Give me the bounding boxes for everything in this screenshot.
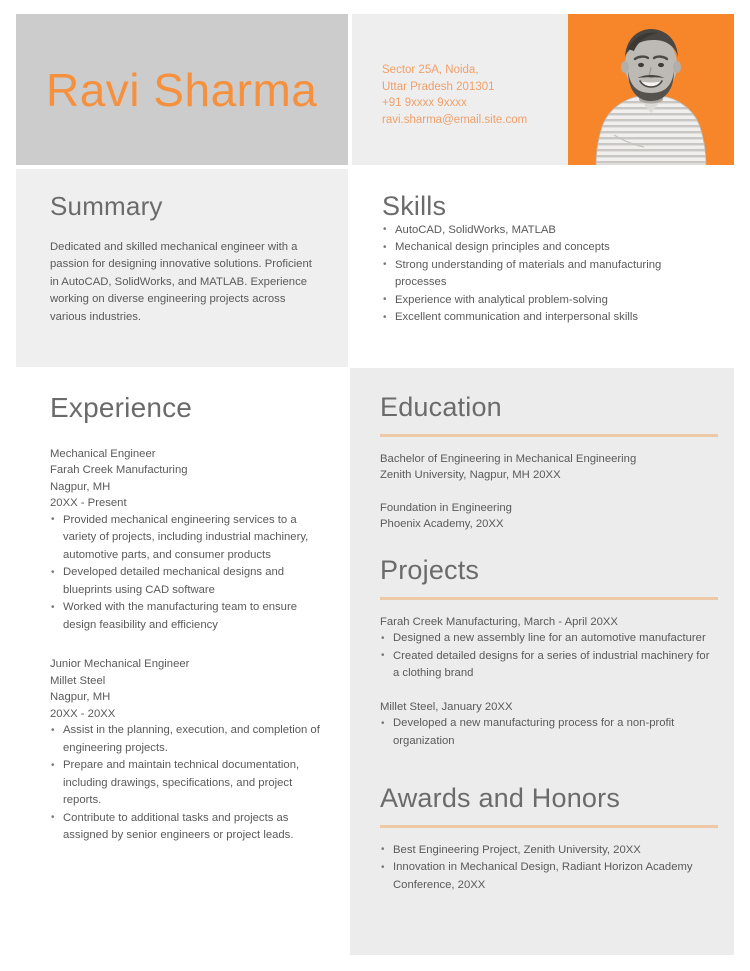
education-entry [380,451,718,484]
list-item: • Assist in the planning, execution, and completion of engineering projects. [50,722,322,757]
contact-address-line-1: Sector 25A, Noida, [382,64,479,76]
section-awards [380,784,718,894]
education-degree: Bachelor of Engineering in Mechanical Engineering [380,452,637,465]
list-item: • AutoCAD, SolidWorks, MATLAB [382,222,712,240]
contact-phone: +91 9xxxx 9xxxx [382,97,467,109]
skills-heading: Skills [382,191,447,221]
project-heading: Farah Creek Manufacturing, March - April 20XX [380,615,618,628]
list-item: • Prepare and maintain technical documentation, including drawings, specifications, and project reports. [50,757,322,810]
list-item: • Designed a new assembly line for an automotive manufacturer [380,630,718,648]
skills-list [382,222,712,327]
section-skills [382,192,712,327]
education-degree: Foundation in Engineering [380,501,512,514]
portrait-photo-icon [568,23,734,165]
section-summary [50,192,318,326]
contact-email: ravi.sharma@email.site.com [382,113,528,126]
project-heading: Millet Steel, January 20XX [380,700,513,713]
project-bullets [380,715,718,750]
project-entry [380,699,718,751]
list-item: • Provided mechanical engineering services to a variety of projects, including industrial machinery, automotive parts, and consumer products [50,512,322,565]
list-item: • Innovation in Mechanical Design, Radiant Horizon Academy Conference, 20XX [380,859,718,894]
experience-role: Mechanical Engineer [50,447,156,460]
list-item: • Excellent communication and interpersonal skills [382,309,712,327]
section-education [380,393,718,533]
experience-entry [50,446,322,635]
experience-bullets [50,722,322,845]
list-item: • Experience with analytical problem-solving [382,292,712,310]
projects-divider [380,597,718,600]
experience-location: Nagpur, MH [50,691,111,704]
project-entry [380,614,718,683]
education-heading: Education [380,392,502,422]
education-school: Zenith University, Nagpur, MH 20XX [380,469,561,482]
projects-heading: Projects [380,555,480,585]
summary-heading: Summary [50,191,163,221]
education-entry [380,500,718,533]
awards-heading: Awards and Honors [380,783,621,813]
section-experience [50,393,322,845]
list-item: • Created detailed designs for a series of industrial machinery for a clothing brand [380,648,718,683]
list-item: • Best Engineering Project, Zenith University, 20XX [380,842,718,860]
section-projects [380,556,718,750]
experience-company: Farah Creek Manufacturing [50,464,188,477]
experience-location: Nagpur, MH [50,480,111,493]
avatar [568,14,734,165]
experience-role: Junior Mechanical Engineer [50,658,190,671]
list-item: • Strong understanding of materials and manufacturing processes [382,257,712,292]
list-item: • Mechanical design principles and concepts [382,239,712,257]
experience-bullets [50,512,322,635]
experience-dates: 20XX - 20XX [50,707,116,720]
list-item: • Worked with the manufacturing team to ensure design feasibility and efficiency [50,599,322,634]
list-item: • Developed detailed mechanical designs and blueprints using CAD software [50,564,322,599]
awards-list [380,842,718,895]
awards-divider [380,825,718,828]
contact-address-line-2: Uttar Pradesh 201301 [382,80,495,93]
experience-dates: 20XX - Present [50,497,127,510]
education-divider [380,434,718,437]
page-title: Ravi Sharma [46,63,318,116]
summary-text: Dedicated and skilled mechanical engineer with a passion for designing innovative solutions. Proficient in AutoCAD, SolidWorks, and MATLAB. Experience working on diverse engineering projects across various industries. [50,240,312,323]
list-item: • Contribute to additional tasks and projects as assigned by senior engineers or project leads. [50,810,322,845]
project-bullets [380,630,718,683]
list-item: • Developed a new manufacturing process for a non-profit organization [380,715,718,750]
name-header-block [16,14,348,165]
contact-details [382,62,527,128]
education-school: Phoenix Academy, 20XX [380,518,504,531]
experience-company: Millet Steel [50,674,106,687]
experience-heading: Experience [50,392,193,423]
experience-entry [50,656,322,845]
